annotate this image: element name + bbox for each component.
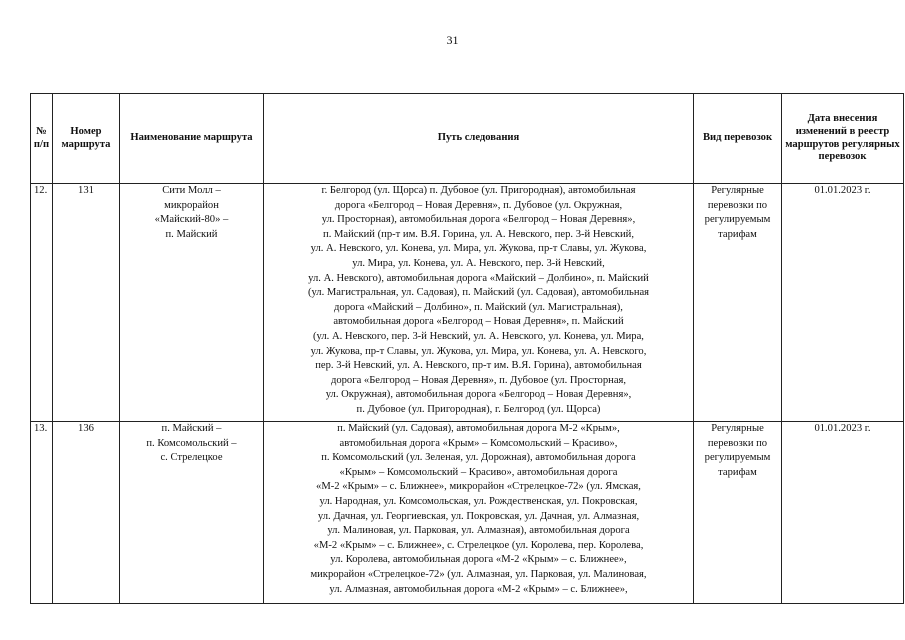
transport-type-line: тарифам <box>718 466 757 478</box>
route-path-line: (ул. Магистральная, ул. Садовая), п. Майский (ул. Садовая), автомобильная <box>307 287 650 299</box>
route-number: 136 <box>53 422 120 604</box>
route-path-line: «М-2 «Крым» – с. Ближнее», микрорайон «Стрелецкое-72» (ул. Ямская, <box>316 481 641 493</box>
table-body <box>31 184 904 604</box>
change-date: 01.01.2023 г. <box>782 422 904 604</box>
transport-type-line: перевозки по <box>707 199 768 211</box>
route-path-line: ул. Дачная, ул. Георгиевская, ул. Покровская, ул. Дачная, ул. Алмазная, <box>317 510 640 522</box>
transport-type-line: Регулярные <box>711 423 764 434</box>
route-path-line: дорога «Белгород – Новая Деревня», п. Дубовое (ул. Просторная, <box>330 374 627 386</box>
route-path <box>264 422 694 604</box>
route-name <box>120 184 264 422</box>
route-path-line: п. Майский (ул. Садовая), автомобильная дорога М-2 «Крым», <box>337 423 620 434</box>
route-path-line: пер. 3-й Невский, ул. А. Невского, пр-т им. В.Я. Горина), автомобильная <box>315 360 642 372</box>
route-path-line: «Крым» – Комсомольский – Красиво», автомобильная дорога <box>339 466 618 478</box>
row-num: 13. <box>31 422 53 604</box>
route-path-line: ул. Просторная), автомобильная дорога «Белгород – Новая Деревня», <box>321 214 636 226</box>
route-path-line: ул. Мира, ул. Конева, ул. А. Невского, пер. 3-й Невский, <box>352 257 605 269</box>
route-path-line: ул. Жукова, пр-т Славы, ул. Жукова, ул. Мира, ул. Конева, ул. А. Невского, <box>310 345 647 357</box>
route-name <box>120 422 264 604</box>
route-path-line: дорога «Майский – Долбино», п. Майский (ул. Магистральная), <box>334 301 623 313</box>
route-path-line: ул. Народная, ул. Комсомольская, ул. Рождественская, ул. Покровская, <box>319 495 638 507</box>
header-transport-type: Вид перевозок <box>694 94 782 184</box>
route-path-line: дорога «Белгород – Новая Деревня», п. Дубовое (ул. Окружная, <box>334 199 623 211</box>
table-header <box>31 94 904 184</box>
page-number: 31 <box>446 33 459 47</box>
header-path: Путь следования <box>264 94 694 184</box>
route-path-line: автомобильная дорога «Крым» – Комсомольский – Красиво», <box>339 437 618 449</box>
route-path-line: «М-2 «Крым» – с. Ближнее», с. Стрелецкое (ул. Королева, пер. Королева, <box>313 539 644 551</box>
transport-type-line: регулируемым <box>704 452 771 464</box>
transport-type-line: Регулярные <box>711 185 764 196</box>
route-name-line: «Майский-80» – <box>154 214 229 226</box>
transport-type-line: перевозки по <box>707 437 768 449</box>
transport-type <box>694 422 782 604</box>
route-name-line: микрорайон <box>164 199 219 211</box>
route-path-line: ул. Малиновая, ул. Парковая, ул. Алмазная), автомобильная дорога <box>327 525 630 537</box>
route-name-line: п. Комсомольский – <box>146 437 237 449</box>
route-path-line: ул. Королева, автомобильная дорога «М-2 «Крым» – с. Ближнее», <box>330 554 627 566</box>
route-path-line: ул. Окружная), автомобильная дорога «Белгород – Новая Деревня», <box>325 389 632 401</box>
route-path-line: п. Комсомольский (ул. Зеленая, ул. Дорожная), автомобильная дорога <box>321 452 636 464</box>
route-path-line: г. Белгород (ул. Щорса) п. Дубовое (ул. Пригородная), автомобильная <box>321 185 636 196</box>
routes-table <box>30 93 904 604</box>
route-path-line: (ул. А. Невского, пер. 3-й Невский, ул. А. Невского, ул. Конева, ул. Мира, <box>313 330 644 342</box>
table-row <box>31 184 904 422</box>
route-path-line: п. Майский (пр-т им. В.Я. Горина, ул. А. Невского, пер. 3-й Невский, <box>323 228 634 240</box>
route-number: 131 <box>53 184 120 422</box>
route-path <box>264 184 694 422</box>
table-row <box>31 422 904 604</box>
transport-type-line: регулируемым <box>704 214 771 226</box>
route-path-line: микрорайон «Стрелецкое-72» (ул. Алмазная, ул. Парковая, ул. Малиновая, <box>310 568 647 580</box>
header-date: Дата внесения изменений в реестр маршрутов регулярных перевозок <box>782 94 904 184</box>
route-name-line: Сити Молл – <box>162 185 221 196</box>
route-path-line: автомобильная дорога «Белгород – Новая Деревня», п. Майский <box>333 316 624 328</box>
change-date: 01.01.2023 г. <box>782 184 904 422</box>
header-route-number: Номер маршрута <box>53 94 120 184</box>
header-num: № п/п <box>31 94 53 184</box>
transport-type-line: тарифам <box>718 228 757 240</box>
route-name-line: п. Майский <box>165 228 218 240</box>
header-route-name: Наименование маршрута <box>120 94 264 184</box>
route-name-line: п. Майский – <box>161 423 222 434</box>
header-row <box>31 94 904 184</box>
route-path-line: ул. Алмазная, автомобильная дорога «М-2 «Крым» – с. Ближнее», <box>329 583 628 595</box>
row-num: 12. <box>31 184 53 422</box>
route-path-line: п. Дубовое (ул. Пригородная), г. Белгород (ул. Щорса) <box>356 403 601 415</box>
route-name-line: с. Стрелецкое <box>160 452 223 464</box>
route-path-line: ул. А. Невского), автомобильная дорога «Майский – Долбино», п. Майский <box>308 272 649 284</box>
transport-type <box>694 184 782 422</box>
route-path-line: ул. А. Невского, ул. Конева, ул. Мира, ул. Жукова, пр-т Славы, ул. Жукова, <box>310 243 647 255</box>
